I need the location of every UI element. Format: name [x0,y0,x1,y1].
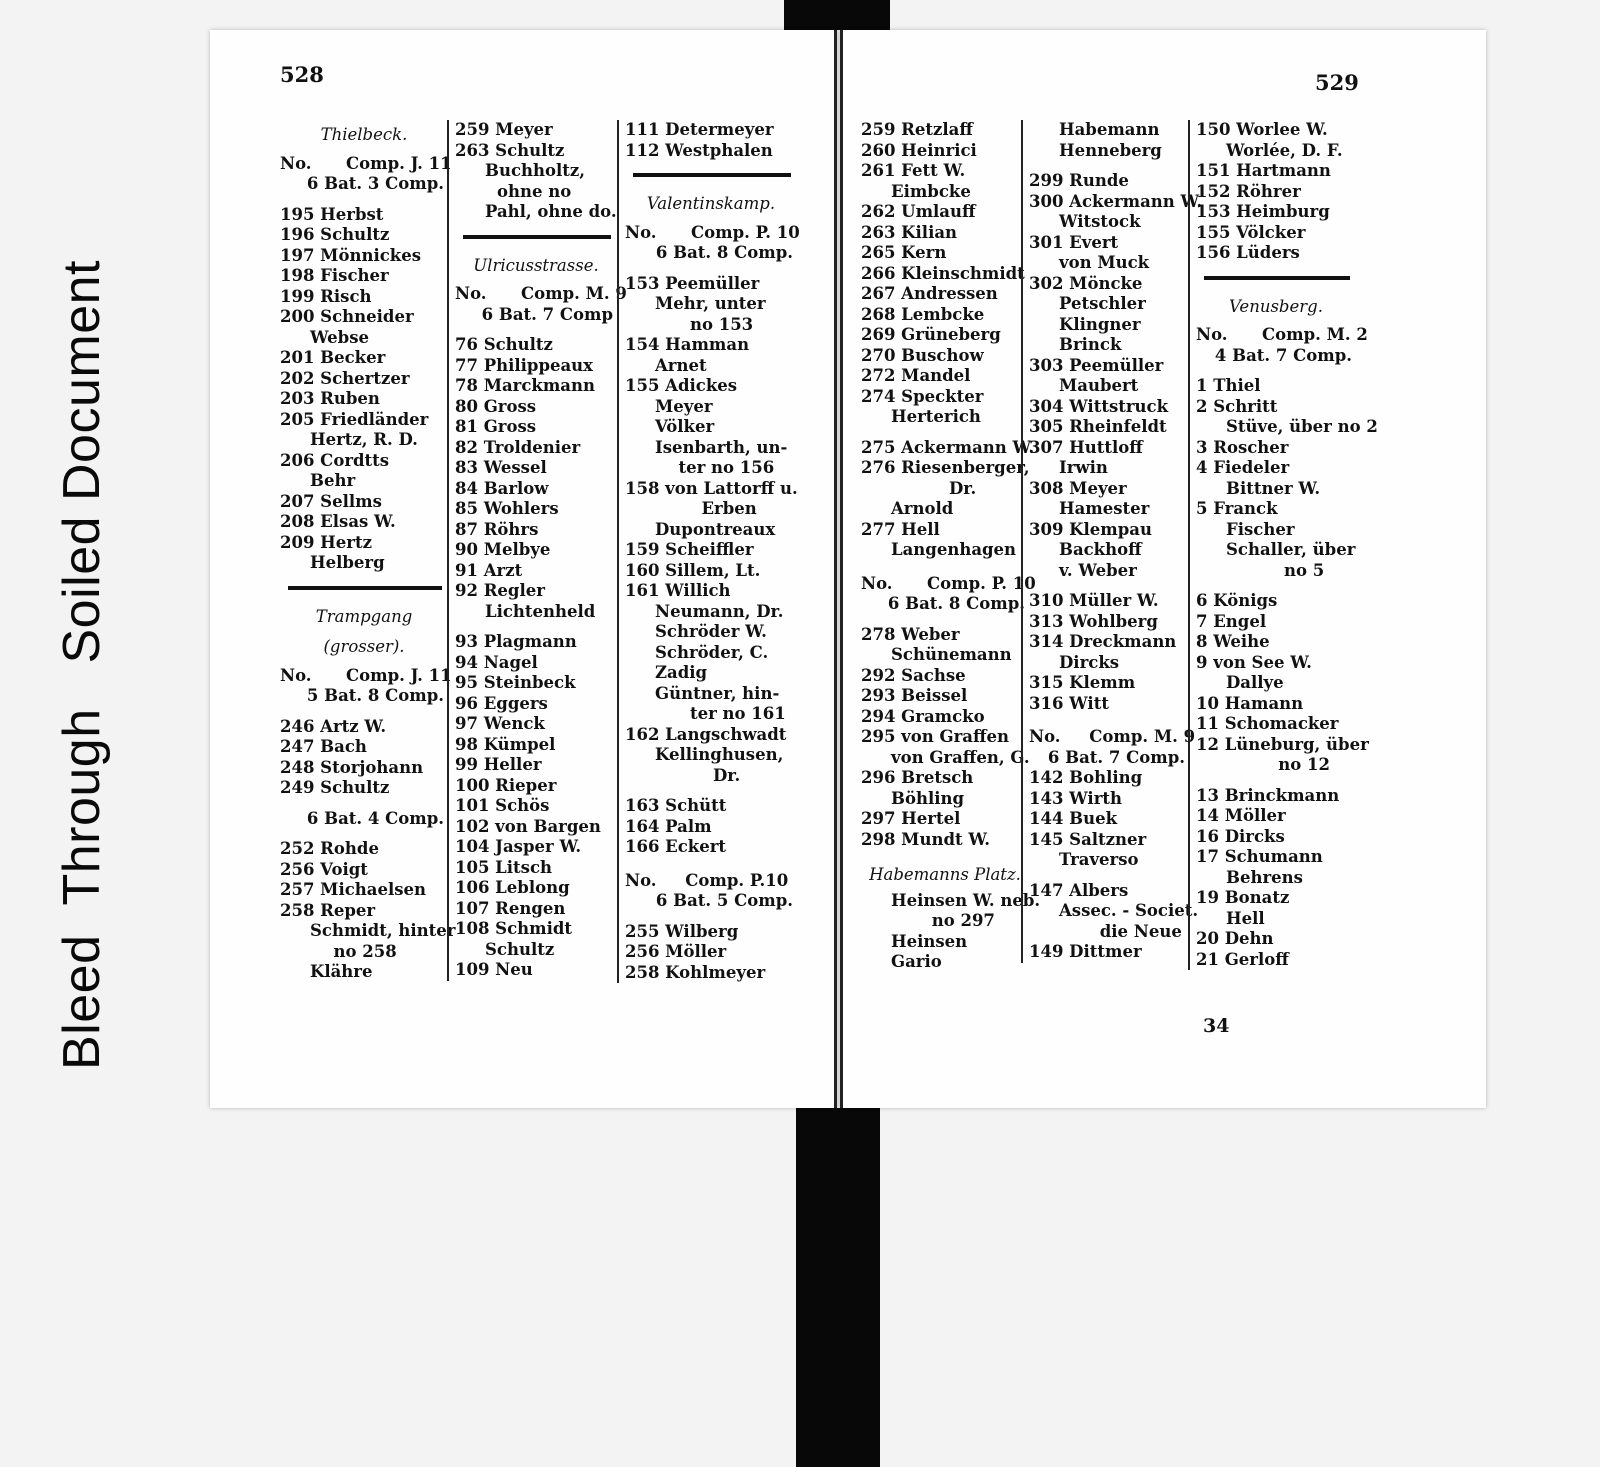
entry-line: 81 Gross [455,417,537,436]
entry-line: Arnold [891,499,954,518]
entry-line: 145 Saltzner [1029,829,1147,849]
street-heading: Ulricusstrasse. [473,255,599,275]
entry-line: Pahl, ohne do. [485,202,617,221]
entry-line: 161 Willich [625,581,731,600]
spacer [280,707,448,717]
entry-line: 274 Speckter [861,386,984,406]
entry-line: 101 Schös [455,796,550,815]
entry-line: 278 Weber [861,624,960,644]
entry-line: 6 Königs [1196,591,1278,610]
entry-line: no 153 [667,314,754,334]
entry-line: 19 Bonatz [1196,888,1290,907]
entry-line: Stüve, über no 2 [1226,417,1378,436]
entry-line: 259 Meyer [455,120,553,139]
entry-line: Lichtenheld [485,601,596,621]
entry-line: 268 Lembcke [861,304,985,324]
entry-line: 258 Reper [280,900,376,920]
entry-line: Langenhagen [891,540,1017,559]
entry-line: Neumann, Dr. [655,601,784,621]
street-heading: Thielbeck. [320,125,408,144]
section-divider [463,235,611,239]
entry-line: Schröder, C. [655,642,769,662]
spacer [280,799,448,809]
entry-line: 258 Kohlmeyer [625,962,766,982]
entry-line: Schmidt, hinter [310,921,456,940]
signature-mark: 34 [1203,1015,1230,1037]
street-heading: Trampgang [315,606,413,626]
entry-line: 207 Sellms [280,491,382,511]
entry-line: 77 Philippeaux [455,355,594,375]
entry-line: 315 Klemm [1029,673,1136,692]
entry-line: Schaller, über [1226,540,1356,559]
entry-line: 247 Bach [280,737,367,756]
entry-line: 21 Gerloff [1196,949,1289,969]
entry-line: Schröder W. [655,622,767,641]
entry-line: 270 Buschow [861,345,984,365]
company-header: No. Comp. M. 9 [1029,727,1196,746]
entry-line: 97 Wenck [455,714,545,733]
entry-line: 259 Retzlaff [861,120,973,139]
column [447,120,627,981]
column [1021,120,1203,963]
entry-line: 143 Wirth [1029,788,1123,808]
entry-line: 156 Lüders [1196,243,1300,262]
column [861,120,1041,973]
entry-line: 295 von Graffen [861,727,1010,746]
battalion-line: 6 Bat. 7 Comp. [1047,747,1185,767]
section-divider [1204,276,1350,280]
spacer [1029,871,1189,881]
spacer [455,622,617,632]
book-binding-bottom [796,1108,880,1467]
entry-line: Dallye [1226,673,1284,692]
entry-line: 109 Neu [455,960,533,979]
entry-line: 76 Schultz [455,335,553,354]
entry-line: 7 Engel [1196,611,1267,631]
entry-line: Fischer [1226,519,1295,539]
entry-line: Güntner, hin- [655,683,780,703]
street-heading: Venusberg. [1229,296,1323,316]
company-header: No. Comp. P. 10 [625,222,800,242]
entry-line: no 12 [1238,755,1330,774]
entry-line: Arnet [655,355,707,375]
spacer [861,615,1029,625]
entry-line: 196 Schultz [280,225,390,244]
entry-line: no 258 [322,941,397,961]
entry-line: 104 Jasper W. [455,837,582,856]
entry-line: 17 Schumann [1196,847,1323,866]
spacer [1196,366,1356,376]
entry-line: Bittner W. [1226,478,1321,498]
entry-line: 203 Ruben [280,389,380,408]
entry-line: 308 Meyer [1029,478,1127,498]
entry-line: Helberg [310,553,385,572]
battalion-line: 5 Bat. 8 Comp. [306,686,444,705]
entry-line: Maubert [1059,376,1139,395]
entry-line: Petschler [1059,294,1146,313]
entry-line: 294 Gramcko [861,706,985,726]
entry-line: 153 Peemüller [625,273,760,293]
entry-line: 252 Rohde [280,839,379,858]
left-page [210,30,837,1108]
entry-line: die Neue [1071,921,1182,941]
book-binding-top [784,0,890,30]
entry-line: 95 Steinbeck [455,673,576,692]
entry-line: Assec. - Societ. [1059,901,1199,920]
section-divider [288,586,442,590]
entry-line: 105 Litsch [455,857,553,877]
entry-line: 266 Kleinschmidt [861,263,1025,283]
entry-line: 155 Völcker [1196,222,1306,242]
entry-line: Mehr, unter [655,294,766,313]
battalion-line: 6 Bat. 3 Comp. [306,174,444,193]
spacer [625,786,797,796]
entry-line: 153 Heimburg [1196,202,1330,221]
entry-line: 158 von Lattorff u. [625,478,798,498]
entry-line: Dupontreaux [655,519,776,539]
entry-line: Schultz [485,939,555,959]
entry-line: 5 Franck [1196,499,1278,518]
stamp-line-2: Soiled Document [53,260,111,664]
entry-line: Klähre [310,962,373,981]
entry-line: 107 Rengen [455,898,566,918]
entry-line: 305 Rheinfeldt [1029,417,1167,436]
entry-line: 1 Thiel [1196,376,1261,395]
column [1188,120,1378,970]
entry-line: 164 Palm [625,816,712,836]
entry-line: Hell [1226,908,1265,928]
entry-line: 147 Albers [1029,880,1129,900]
spacer [455,325,617,335]
entry-line: 296 Bretsch [861,768,974,787]
entry-line: 10 Hamann [1196,693,1304,713]
spacer [625,912,797,922]
entry-line: 272 Mandel [861,366,971,385]
entry-line: 14 Möller [1196,806,1286,825]
entry-line: v. Weber [1059,560,1137,580]
entry-line: 84 Barlow [455,478,549,498]
spacer [280,195,448,205]
entry-line: 304 Wittstruck [1029,396,1169,416]
entry-line: 300 Ackermann W. [1029,191,1203,211]
spacer [861,850,1029,860]
entry-line: 199 Risch [280,286,372,306]
entry-line: Witstock [1059,212,1141,231]
entry-line: 96 Eggers [455,693,548,713]
entry-line: 82 Troldenier [455,437,581,457]
page-number: 528 [280,62,324,87]
entry-line: Behr [310,471,356,490]
entry-line: 293 Beissel [861,686,968,705]
entry-line: 144 Buek [1029,809,1118,828]
entry-line: 307 Huttloff [1029,437,1143,457]
entry-line: 94 Nagel [455,652,538,672]
spacer [861,428,1029,438]
entry-line: 159 Scheiffler [625,540,754,559]
entry-line: 162 Langschwadt [625,724,787,744]
entry-line: 85 Wohlers [455,499,559,518]
entry-line: Herterich [891,407,981,426]
spacer [280,829,448,839]
spacer [1029,581,1189,591]
entry-line: 246 Artz W. [280,716,387,736]
entry-line: 163 Schütt [625,796,727,815]
entry-line: 298 Mundt W. [861,829,991,849]
entry-line: 263 Kilian [861,222,958,242]
entry-line: 269 Grüneberg [861,325,1001,344]
company-header: No. Comp. P.10 [625,870,789,890]
spacer [1196,776,1356,786]
entry-line: 111 Determeyer [625,120,774,139]
entry-line: 277 Hell [861,519,940,539]
street-heading: Habemanns Platz. [869,865,1021,884]
entry-line: Irwin [1059,458,1108,477]
entry-line: Brinck [1059,335,1122,354]
entry-line: Henneberg [1059,140,1162,160]
entry-line: Backhoff [1059,540,1142,559]
entry-line: Traverso [1059,850,1139,869]
entry-line: 263 Schultz [455,140,565,160]
section-divider [633,173,791,177]
entry-line: 297 Hertel [861,809,961,828]
entry-line: 13 Brinckmann [1196,785,1340,805]
entry-line: 11 Schomacker [1196,714,1339,733]
street-heading: Valentinskamp. [646,194,776,213]
entry-line: 276 Riesenberger, [861,458,1030,477]
company-header: No. Comp. M. 2 [1196,325,1368,344]
entry-line: Gario [891,952,942,971]
entry-line: 256 Möller [625,942,727,961]
entry-line: 208 Elsas W. [280,512,396,531]
entry-line: 149 Dittmer [1029,942,1142,961]
entry-line: 160 Sillem, Lt. [625,560,761,580]
battalion-line: 6 Bat. 8 Comp. [655,243,793,262]
entry-line: Völker [655,417,715,436]
entry-line: 16 Dircks [1196,826,1285,846]
company-header: No. Comp. J. 11 [280,665,452,685]
entry-line: 309 Klempau [1029,519,1152,539]
entry-line: 3 Roscher [1196,437,1289,457]
entry-line: 267 Andressen [861,284,998,303]
entry-line: 256 Voigt [280,859,368,879]
entry-line: Hamester [1059,499,1150,518]
entry-line: 4 Fiedeler [1196,458,1290,477]
entry-line: 206 Cordtts [280,450,390,470]
entry-line: 314 Dreckmann [1029,632,1177,651]
entry-line: 93 Plagmann [455,632,577,651]
entry-line: 83 Wessel [455,458,547,477]
entry-line: 92 Regler [455,581,545,600]
entry-line: no 5 [1238,560,1325,580]
entry-line: 78 Marckmann [455,376,595,395]
page-number: 529 [1315,70,1359,95]
entry-line: 91 Arzt [455,560,523,580]
entry-line: 292 Sachse [861,665,966,685]
entry-line: 302 Möncke [1029,273,1143,293]
column [280,120,456,983]
entry-line: 98 Kümpel [455,734,556,754]
entry-line: Behrens [1226,867,1303,887]
entry-line: ter no 161 [667,704,786,723]
company-header: No. Comp. M. 9 [455,284,627,303]
entry-line: 310 Müller W. [1029,591,1159,610]
battalion-line: 6 Bat. 5 Comp. [655,891,793,910]
entry-line: Hertz, R. D. [310,430,418,449]
entry-line: 197 Mönnickes [280,245,421,265]
entry-line: Böhling [891,788,965,808]
entry-line: no 297 [903,911,995,930]
right-page [840,30,1486,1108]
entry-line: 100 Rieper [455,775,557,795]
entry-line: Dr. [903,478,977,498]
entry-line: 261 Fett W. [861,161,966,180]
entry-line: Zadig [655,663,708,682]
entry-line: 257 Michaelsen [280,880,427,899]
entry-line: Dr. [667,765,741,785]
entry-line: Kellinghusen, [655,745,784,764]
entry-line: 299 Runde [1029,171,1129,190]
entry-line: 142 Bohling [1029,768,1143,787]
spacer [861,561,1029,571]
entry-line: Isenbarth, un- [655,437,788,457]
entry-line: 9 von See W. [1196,652,1312,672]
battalion-line: 6 Bat. 8 Comp. [887,594,1025,613]
entry-line: 198 Fischer [280,266,389,285]
company-header: No. Comp. J. 11 [280,153,452,173]
entry-line: 166 Eckert [625,837,727,856]
entry-line: 301 Evert [1029,232,1119,252]
entry-line: 205 Friedländer [280,409,429,429]
spacer [1196,581,1356,591]
entry-line: Webse [310,327,370,347]
entry-line: Eimbcke [891,181,971,201]
entry-line: 151 Hartmann [1196,161,1331,180]
battalion-line: 6 Bat. 4 Comp. [306,808,444,828]
entry-line: 155 Adickes [625,376,738,395]
stamp-line-1: Bleed Through [53,708,111,1070]
entry-line: Buchholtz, [485,161,585,180]
battalion-line: 6 Bat. 7 Comp [481,304,613,324]
entry-line: Habemann [1059,120,1160,139]
entry-line: 275 Ackermann W. [861,437,1035,457]
entry-line: 154 Hamman [625,335,750,354]
entry-line: Schünemann [891,645,1012,664]
entry-line: 201 Becker [280,348,386,367]
entry-line: 195 Herbst [280,204,384,224]
entry-line: Erben [667,499,757,518]
column [617,120,800,983]
entry-line: 303 Peemüller [1029,355,1164,375]
entry-line: 313 Wohlberg [1029,611,1158,631]
street-heading: (grosser). [323,637,405,656]
company-header: No. Comp. P. 10 [861,573,1036,593]
spacer [625,858,797,868]
entry-line: 12 Lüneburg, über [1196,734,1369,754]
entry-line: Meyer [655,396,713,416]
entry-line: Dircks [1059,652,1120,672]
entry-line: von Graffen, G. [891,747,1030,767]
watermark-stamp [52,40,132,1070]
entry-line: Klingner [1059,314,1141,334]
entry-line: 112 Westphalen [625,140,773,160]
entry-line: 108 Schmidt [455,919,573,938]
entry-line: Worlée, D. F. [1226,140,1343,160]
entry-line: 106 Leblong [455,878,570,897]
entry-line: 90 Melbye [455,540,551,559]
battalion-line: 4 Bat. 7 Comp. [1214,345,1352,365]
entry-line: 316 Witt [1029,693,1109,713]
entry-line: 152 Röhrer [1196,181,1301,201]
entry-line: 209 Hertz [280,532,372,552]
entry-line: 255 Wilberg [625,921,739,941]
entry-line: 200 Schneider [280,307,414,326]
entry-line: Heinsen [891,931,968,951]
spacer [1029,161,1189,171]
entry-line: ter no 156 [667,458,775,477]
entry-line: 202 Schertzer [280,368,410,388]
entry-line: 2 Schritt [1196,396,1278,416]
entry-line: 248 Storjohann [280,757,424,777]
entry-line: 87 Röhrs [455,519,539,539]
entry-line: 249 Schultz [280,778,390,797]
entry-line: 102 von Bargen [455,816,601,836]
entry-line: 265 Kern [861,243,947,262]
entry-line: ohne no [497,181,572,201]
spacer [1029,714,1189,724]
entry-line: 260 Heinrici [861,140,977,160]
entry-line: von Muck [1059,253,1150,272]
spacer [625,264,797,274]
entry-line: 80 Gross [455,396,537,416]
entry-line: 20 Dehn [1196,929,1274,948]
entry-line: 150 Worlee W. [1196,120,1328,139]
entry-line: Heinsen W. neb. [891,890,1041,910]
entry-line: 262 Umlauff [861,202,976,221]
entry-line: 8 Weihe [1196,632,1270,651]
entry-line: 99 Heller [455,755,542,774]
